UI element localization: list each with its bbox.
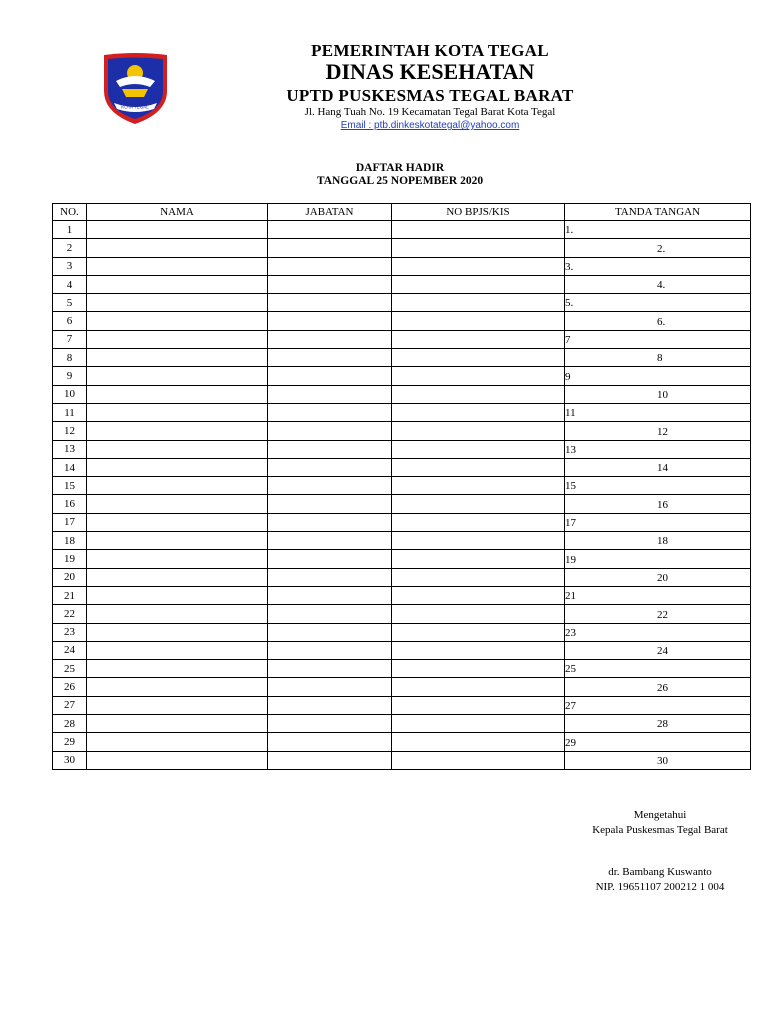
- cell-bpjs[interactable]: [392, 568, 565, 586]
- cell-no: 21: [53, 586, 87, 604]
- cell-no: 6: [53, 312, 87, 330]
- table-row: [53, 239, 751, 257]
- table-row: [53, 550, 751, 568]
- cell-no: 15: [53, 477, 87, 495]
- cell-bpjs[interactable]: [392, 477, 565, 495]
- cell-bpjs[interactable]: [392, 495, 565, 513]
- table-row: [53, 349, 751, 367]
- cell-jabatan[interactable]: [268, 221, 392, 239]
- signature-number: 13: [565, 443, 576, 456]
- cell-bpjs[interactable]: [392, 312, 565, 330]
- cell-jabatan[interactable]: [268, 349, 392, 367]
- cell-jabatan[interactable]: [268, 660, 392, 678]
- cell-jabatan[interactable]: [268, 440, 392, 458]
- cell-jabatan[interactable]: [268, 751, 392, 769]
- cell-jabatan[interactable]: [268, 696, 392, 714]
- cell-signature[interactable]: [565, 715, 751, 733]
- table-row: [53, 623, 751, 641]
- col-bpjs: NO BPJS/KIS: [392, 204, 565, 221]
- signature-number: 4.: [657, 279, 666, 292]
- cell-nama[interactable]: [87, 312, 268, 330]
- cell-nama[interactable]: [87, 422, 268, 440]
- table-row: [53, 294, 751, 312]
- table-row: [53, 312, 751, 330]
- cell-signature[interactable]: [565, 495, 751, 513]
- cell-bpjs[interactable]: [392, 403, 565, 421]
- col-nama: NAMA: [87, 204, 268, 221]
- signature-number: 9: [565, 370, 571, 383]
- cell-no: 2: [53, 239, 87, 257]
- cell-signature[interactable]: [565, 458, 751, 476]
- cell-bpjs[interactable]: [392, 623, 565, 641]
- signature-nip: NIP. 19651107 200212 1 004: [595, 881, 725, 893]
- signature-number: 2.: [657, 242, 666, 255]
- cell-signature[interactable]: [565, 367, 751, 385]
- signature-number: 28: [657, 718, 668, 731]
- cell-jabatan[interactable]: [268, 715, 392, 733]
- cell-no: 25: [53, 660, 87, 678]
- signature-number: 8: [657, 352, 663, 365]
- signature-number: 21: [565, 590, 576, 603]
- cell-no: 9: [53, 367, 87, 385]
- signature-number: 14: [657, 462, 668, 475]
- signature-number: 12: [657, 425, 668, 438]
- signature-position: Kepala Puskesmas Tegal Barat: [592, 824, 728, 836]
- table-row: [53, 458, 751, 476]
- cell-nama[interactable]: [87, 623, 268, 641]
- table-row: [53, 568, 751, 586]
- cell-no: 3: [53, 257, 87, 275]
- cell-no: 30: [53, 751, 87, 769]
- signature-number: 22: [657, 608, 668, 621]
- signature-number: 15: [565, 480, 576, 493]
- cell-no: 5: [53, 294, 87, 312]
- logo-text: KOTA TEGAL: [121, 104, 149, 110]
- cell-jabatan[interactable]: [268, 312, 392, 330]
- cell-no: 28: [53, 715, 87, 733]
- cell-jabatan[interactable]: [268, 605, 392, 623]
- cell-signature[interactable]: [565, 751, 751, 769]
- cell-no: 18: [53, 532, 87, 550]
- cell-bpjs[interactable]: [392, 239, 565, 257]
- col-tanda-tangan: TANDA TANGAN: [565, 204, 751, 221]
- table-row: [53, 733, 751, 751]
- cell-nama[interactable]: [87, 367, 268, 385]
- cell-nama[interactable]: [87, 349, 268, 367]
- email-link[interactable]: Email : ptb.dinkeskotategal@yahoo.com: [340, 120, 520, 131]
- cell-bpjs[interactable]: [392, 458, 565, 476]
- cell-nama[interactable]: [87, 532, 268, 550]
- cell-no: 16: [53, 495, 87, 513]
- cell-jabatan[interactable]: [268, 678, 392, 696]
- col-no: NO.: [53, 204, 87, 221]
- cell-jabatan[interactable]: [268, 330, 392, 348]
- cell-jabatan[interactable]: [268, 513, 392, 531]
- table-row: [53, 440, 751, 458]
- cell-signature[interactable]: [565, 477, 751, 495]
- cell-bpjs[interactable]: [392, 605, 565, 623]
- cell-no: 12: [53, 422, 87, 440]
- cell-jabatan[interactable]: [268, 477, 392, 495]
- cell-jabatan[interactable]: [268, 568, 392, 586]
- signature-number: 23: [565, 626, 576, 639]
- cell-bpjs[interactable]: [392, 733, 565, 751]
- cell-no: 19: [53, 550, 87, 568]
- signature-number: 7: [565, 334, 571, 347]
- attendance-table: [52, 203, 751, 770]
- cell-signature[interactable]: [565, 586, 751, 604]
- table-row: [53, 275, 751, 293]
- cell-jabatan[interactable]: [268, 532, 392, 550]
- cell-nama[interactable]: [87, 733, 268, 751]
- signature-number: 27: [565, 700, 576, 713]
- table-row: [53, 330, 751, 348]
- cell-bpjs[interactable]: [392, 294, 565, 312]
- header-unit: UPTD PUSKESMAS TEGAL BARAT: [286, 86, 574, 105]
- signature-number: 26: [657, 681, 668, 694]
- table-row: [53, 513, 751, 531]
- cell-jabatan[interactable]: [268, 495, 392, 513]
- cell-signature[interactable]: [565, 733, 751, 751]
- signature-number: 17: [565, 517, 576, 530]
- cell-nama[interactable]: [87, 458, 268, 476]
- cell-jabatan[interactable]: [268, 733, 392, 751]
- cell-bpjs[interactable]: [392, 751, 565, 769]
- cell-nama[interactable]: [87, 495, 268, 513]
- table-row: [53, 605, 751, 623]
- signature-number: 30: [657, 754, 668, 767]
- cell-nama[interactable]: [87, 568, 268, 586]
- cell-bpjs[interactable]: [392, 367, 565, 385]
- cell-bpjs[interactable]: [392, 696, 565, 714]
- cell-no: 1: [53, 221, 87, 239]
- col-jabatan: JABATAN: [268, 204, 392, 221]
- signature-number: 29: [565, 736, 576, 749]
- cell-signature[interactable]: [565, 221, 751, 239]
- table-row: [53, 221, 751, 239]
- cell-no: 20: [53, 568, 87, 586]
- cell-jabatan[interactable]: [268, 367, 392, 385]
- cell-no: 24: [53, 641, 87, 659]
- cell-nama[interactable]: [87, 385, 268, 403]
- table-row: [53, 751, 751, 769]
- document-date: TANGGAL 25 NOPEMBER 2020: [316, 175, 484, 187]
- cell-signature[interactable]: [565, 605, 751, 623]
- table-row: [53, 367, 751, 385]
- cell-no: 7: [53, 330, 87, 348]
- cell-signature[interactable]: [565, 532, 751, 550]
- cell-bpjs[interactable]: [392, 422, 565, 440]
- signature-acknowledged: Mengetahui: [633, 809, 687, 821]
- cell-nama[interactable]: [87, 403, 268, 421]
- table-header-row: [53, 204, 751, 221]
- table-row: [53, 257, 751, 275]
- cell-no: 17: [53, 513, 87, 531]
- cell-nama[interactable]: [87, 330, 268, 348]
- cell-bpjs[interactable]: [392, 440, 565, 458]
- signature-name: dr. Bambang Kuswanto: [608, 866, 712, 878]
- cell-jabatan[interactable]: [268, 641, 392, 659]
- cell-jabatan[interactable]: [268, 586, 392, 604]
- cell-no: 14: [53, 458, 87, 476]
- cell-nama[interactable]: [87, 678, 268, 696]
- table-row: [53, 385, 751, 403]
- table-row: [53, 641, 751, 659]
- cell-no: 8: [53, 349, 87, 367]
- header-government: PEMERINTAH KOTA TEGAL: [311, 41, 549, 60]
- cell-nama[interactable]: [87, 239, 268, 257]
- cell-signature[interactable]: [565, 330, 751, 348]
- cell-jabatan[interactable]: [268, 623, 392, 641]
- table-row: [53, 403, 751, 421]
- cell-jabatan[interactable]: [268, 275, 392, 293]
- cell-nama[interactable]: [87, 275, 268, 293]
- signature-number: 3.: [565, 260, 574, 273]
- table-row: [53, 660, 751, 678]
- table-row: [53, 678, 751, 696]
- header-email: [200, 120, 660, 131]
- cell-no: 26: [53, 678, 87, 696]
- cell-bpjs[interactable]: [392, 385, 565, 403]
- cell-signature[interactable]: [565, 349, 751, 367]
- cell-signature[interactable]: [565, 623, 751, 641]
- cell-bpjs[interactable]: [392, 513, 565, 531]
- signature-number: 25: [565, 663, 576, 676]
- table-row: [53, 586, 751, 604]
- cell-no: 4: [53, 275, 87, 293]
- cell-signature[interactable]: [565, 513, 751, 531]
- signature-number: 11: [565, 407, 576, 420]
- cell-no: 23: [53, 623, 87, 641]
- cell-nama[interactable]: [87, 440, 268, 458]
- cell-nama[interactable]: [87, 715, 268, 733]
- cell-jabatan[interactable]: [268, 458, 392, 476]
- cell-nama[interactable]: [87, 660, 268, 678]
- header-address: Jl. Hang Tuah No. 19 Kecamatan Tegal Barat Kota Tegal: [304, 106, 556, 118]
- header-department: DINAS KESEHATAN: [325, 59, 535, 84]
- cell-nama[interactable]: [87, 696, 268, 714]
- cell-jabatan[interactable]: [268, 550, 392, 568]
- cell-bpjs[interactable]: [392, 550, 565, 568]
- cell-nama[interactable]: [87, 605, 268, 623]
- table-row: [53, 715, 751, 733]
- cell-no: 10: [53, 385, 87, 403]
- cell-jabatan[interactable]: [268, 385, 392, 403]
- cell-signature[interactable]: [565, 239, 751, 257]
- cell-signature[interactable]: [565, 678, 751, 696]
- cell-no: 29: [53, 733, 87, 751]
- cell-nama[interactable]: [87, 294, 268, 312]
- signature-number: 10: [657, 388, 668, 401]
- cell-signature[interactable]: [565, 422, 751, 440]
- table-row: [53, 495, 751, 513]
- signature-number: 19: [565, 553, 576, 566]
- document-title: DAFTAR HADIR: [355, 162, 445, 174]
- cell-signature[interactable]: [565, 440, 751, 458]
- cell-signature[interactable]: [565, 275, 751, 293]
- table-row: [53, 532, 751, 550]
- table-row: [53, 696, 751, 714]
- cell-nama[interactable]: [87, 550, 268, 568]
- cell-signature[interactable]: [565, 385, 751, 403]
- cell-bpjs[interactable]: [392, 349, 565, 367]
- cell-signature[interactable]: [565, 257, 751, 275]
- cell-nama[interactable]: [87, 513, 268, 531]
- cell-jabatan[interactable]: [268, 422, 392, 440]
- cell-no: 27: [53, 696, 87, 714]
- cell-signature[interactable]: [565, 660, 751, 678]
- cell-jabatan[interactable]: [268, 257, 392, 275]
- cell-signature[interactable]: [565, 312, 751, 330]
- cell-nama[interactable]: [87, 221, 268, 239]
- signature-number: 16: [657, 498, 668, 511]
- cell-signature[interactable]: [565, 568, 751, 586]
- cell-nama[interactable]: [87, 477, 268, 495]
- cell-no: 11: [53, 403, 87, 421]
- cell-bpjs[interactable]: [392, 257, 565, 275]
- signature-number: 18: [657, 535, 668, 548]
- cell-bpjs[interactable]: [392, 660, 565, 678]
- cell-bpjs[interactable]: [392, 586, 565, 604]
- cell-jabatan[interactable]: [268, 239, 392, 257]
- signature-number: 5.: [565, 297, 574, 310]
- cell-no: 13: [53, 440, 87, 458]
- cell-bpjs[interactable]: [392, 275, 565, 293]
- cell-signature[interactable]: [565, 550, 751, 568]
- kota-tegal-emblem-logo: [100, 51, 171, 126]
- cell-signature[interactable]: [565, 696, 751, 714]
- signature-number: 6.: [657, 315, 666, 328]
- cell-jabatan[interactable]: [268, 294, 392, 312]
- cell-nama[interactable]: [87, 586, 268, 604]
- cell-signature[interactable]: [565, 403, 751, 421]
- signature-number: 20: [657, 571, 668, 584]
- cell-bpjs[interactable]: [392, 532, 565, 550]
- table-row: [53, 422, 751, 440]
- cell-bpjs[interactable]: [392, 678, 565, 696]
- table-row: [53, 477, 751, 495]
- cell-bpjs[interactable]: [392, 715, 565, 733]
- cell-nama[interactable]: [87, 257, 268, 275]
- cell-signature[interactable]: [565, 294, 751, 312]
- cell-nama[interactable]: [87, 751, 268, 769]
- signature-number: 1.: [565, 224, 574, 237]
- cell-jabatan[interactable]: [268, 403, 392, 421]
- cell-no: 22: [53, 605, 87, 623]
- cell-bpjs[interactable]: [392, 221, 565, 239]
- cell-bpjs[interactable]: [392, 641, 565, 659]
- cell-bpjs[interactable]: [392, 330, 565, 348]
- signature-number: 24: [657, 645, 668, 658]
- cell-nama[interactable]: [87, 641, 268, 659]
- cell-signature[interactable]: [565, 641, 751, 659]
